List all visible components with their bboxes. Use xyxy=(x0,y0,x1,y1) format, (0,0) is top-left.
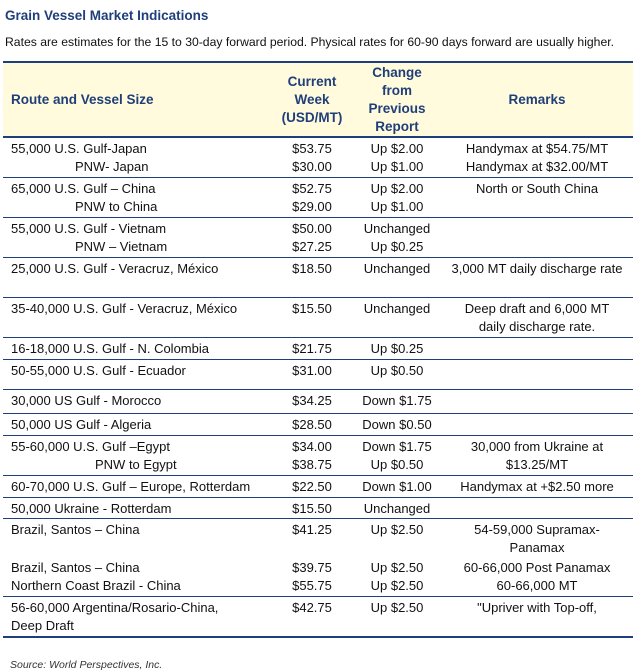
route-cell xyxy=(3,177,271,217)
route-label: Brazil, Santos – China xyxy=(11,521,140,537)
remark-text: 60-66,000 Post Panamax xyxy=(463,559,611,575)
table-row xyxy=(3,497,633,518)
route-label: PNW to China xyxy=(75,198,158,214)
change-value: Unchanged xyxy=(363,500,431,516)
table-row xyxy=(3,413,633,435)
page-title: Grain Vessel Market Indications xyxy=(5,8,209,23)
current-rate-cell xyxy=(271,389,353,413)
rate-value: $28.50 xyxy=(292,416,332,432)
table-row xyxy=(3,557,633,597)
table-row xyxy=(3,297,633,337)
route-label: PNW- Japan xyxy=(75,159,149,174)
change-value: Down $1.00 xyxy=(362,478,432,494)
change-value: Up $0.50 xyxy=(370,456,424,472)
route-label: Northern Coast Brazil - China xyxy=(11,577,181,593)
change-cell xyxy=(353,297,441,337)
route-label: 55,000 U.S. Gulf-Japan xyxy=(11,141,147,156)
route-cell xyxy=(3,337,271,359)
route-label: 50,000 Ukraine - Rotterdam xyxy=(11,500,172,516)
table-row xyxy=(3,137,633,177)
current-rate-cell xyxy=(271,557,353,597)
change-value: Down $1.75 xyxy=(362,438,432,454)
change-value: Up $2.00 xyxy=(370,180,424,196)
remarks-cell xyxy=(441,297,633,337)
change-value: Unchanged xyxy=(363,260,431,276)
change-value: Up $1.00 xyxy=(370,159,424,174)
remarks-cell xyxy=(441,217,633,257)
remarks-cell xyxy=(441,435,633,475)
remarks-cell xyxy=(441,177,633,217)
route-label: 50,000 US Gulf - Algeria xyxy=(11,416,152,432)
remark-text: 60-66,000 MT xyxy=(496,577,578,593)
current-rate-cell xyxy=(271,497,353,518)
route-cell xyxy=(3,557,271,597)
route-label: 30,000 US Gulf - Morocco xyxy=(11,392,162,408)
rate-value: $42.75 xyxy=(292,600,332,615)
remark-text: 30,000 from Ukraine at xyxy=(470,438,604,454)
change-cell xyxy=(353,257,441,297)
rate-value: $53.75 xyxy=(292,141,332,156)
remark-text: 3,000 MT daily discharge rate xyxy=(451,260,623,276)
current-rate-cell xyxy=(271,137,353,177)
change-cell xyxy=(353,475,441,497)
remark-text: Panamax xyxy=(509,539,565,555)
remarks-cell xyxy=(441,389,633,413)
current-rate-cell xyxy=(271,475,353,497)
change-value: Down $0.50 xyxy=(362,416,432,432)
route-cell xyxy=(3,257,271,297)
change-cell xyxy=(353,389,441,413)
remark-text: Handymax at $32.00/MT xyxy=(465,159,609,174)
rate-value: $15.50 xyxy=(292,300,332,316)
remark-text: $13.25/MT xyxy=(505,456,569,472)
remarks-cell xyxy=(441,337,633,359)
route-label: 55-60,000 U.S. Gulf –Egypt xyxy=(11,438,170,454)
header-change: Change from Previous Report xyxy=(353,62,441,137)
table-row xyxy=(3,389,633,413)
current-rate-cell xyxy=(271,359,353,389)
change-value: Up $2.50 xyxy=(370,577,424,593)
header-remarks: Remarks xyxy=(441,62,633,137)
rate-value: $18.50 xyxy=(292,260,332,276)
change-cell xyxy=(353,177,441,217)
change-cell xyxy=(353,137,441,177)
header-current: Current Week (USD/MT) xyxy=(271,62,353,137)
table-row xyxy=(3,177,633,217)
change-cell xyxy=(353,518,441,557)
change-value: Up $2.50 xyxy=(370,600,424,615)
rate-value: $34.25 xyxy=(292,392,332,408)
remark-text: daily discharge rate. xyxy=(478,318,596,334)
remark-text: North or South China xyxy=(475,180,599,196)
route-label: 60-70,000 U.S. Gulf – Europe, Rotterdam xyxy=(11,478,251,494)
change-cell xyxy=(353,557,441,597)
current-rate-cell xyxy=(271,518,353,557)
remarks-cell xyxy=(441,475,633,497)
table-row xyxy=(3,435,633,475)
current-rate-cell xyxy=(271,177,353,217)
current-rate-cell xyxy=(271,413,353,435)
route-label: 35-40,000 U.S. Gulf - Veracruz, México xyxy=(11,300,238,316)
current-rate-cell xyxy=(271,435,353,475)
remarks-cell xyxy=(441,518,633,557)
rate-value: $27.25 xyxy=(292,238,332,254)
current-rate-cell xyxy=(271,337,353,359)
rate-value: $30.00 xyxy=(292,159,332,174)
remark-text: Handymax at $54.75/MT xyxy=(465,141,609,156)
remarks-cell xyxy=(441,257,633,297)
rate-value: $50.00 xyxy=(292,220,332,236)
route-cell xyxy=(3,435,271,475)
rate-value: $55.75 xyxy=(292,577,332,593)
change-cell xyxy=(353,337,441,359)
table-row xyxy=(3,217,633,257)
rate-value: $31.00 xyxy=(292,362,332,378)
route-label: Deep Draft xyxy=(11,618,74,633)
remarks-cell xyxy=(441,359,633,389)
remark-text: Handymax at +$2.50 more xyxy=(460,478,614,494)
change-value: Down $1.75 xyxy=(362,392,432,408)
current-rate-cell xyxy=(271,297,353,337)
remarks-cell xyxy=(441,557,633,597)
rate-value: $39.75 xyxy=(292,559,332,575)
route-label: Brazil, Santos – China xyxy=(11,559,140,575)
route-cell xyxy=(3,297,271,337)
current-rate-cell xyxy=(271,257,353,297)
rate-value: $38.75 xyxy=(292,456,332,472)
route-label: 55,000 U.S. Gulf - Vietnam xyxy=(11,220,167,236)
table-row xyxy=(3,597,633,637)
rate-value: $52.75 xyxy=(292,180,332,196)
remark-text: 54-59,000 Supramax- xyxy=(474,521,600,537)
remark-text: Deep draft and 6,000 MT xyxy=(464,300,610,316)
table-header-row xyxy=(3,62,633,137)
remarks-cell xyxy=(441,597,633,637)
rates-table-wrapper xyxy=(3,61,633,638)
route-cell xyxy=(3,217,271,257)
change-cell xyxy=(353,497,441,518)
remark-text: "Upriver with Top-off, xyxy=(477,600,597,615)
rate-value: $29.00 xyxy=(292,198,332,214)
change-value: Up $2.50 xyxy=(370,559,424,575)
change-value: Up $2.50 xyxy=(370,521,424,537)
remarks-cell xyxy=(441,497,633,518)
change-value: Up $2.00 xyxy=(370,141,424,156)
remarks-cell xyxy=(441,137,633,177)
route-label: 56-60,000 Argentina/Rosario-China, xyxy=(11,600,219,615)
change-cell xyxy=(353,597,441,637)
remarks-cell xyxy=(441,413,633,435)
change-value: Up $0.25 xyxy=(370,238,424,254)
route-label: PNW to Egypt xyxy=(95,456,177,472)
route-cell xyxy=(3,475,271,497)
route-label: 16-18,000 U.S. Gulf - N. Colombia xyxy=(11,340,209,356)
table-row xyxy=(3,337,633,359)
route-label: 65,000 U.S. Gulf – China xyxy=(11,180,156,196)
route-cell xyxy=(3,389,271,413)
header-route: Route and Vessel Size xyxy=(3,62,271,137)
route-cell xyxy=(3,137,271,177)
rate-value: $22.50 xyxy=(292,478,332,494)
rate-value: $41.25 xyxy=(292,521,332,537)
rates-table xyxy=(3,61,633,638)
change-cell xyxy=(353,435,441,475)
change-value: Unchanged xyxy=(363,220,431,236)
rate-value: $21.75 xyxy=(292,340,332,356)
current-rate-cell xyxy=(271,217,353,257)
change-cell xyxy=(353,359,441,389)
table-row xyxy=(3,257,633,297)
table-body xyxy=(3,137,633,637)
route-label: 25,000 U.S. Gulf - Veracruz, México xyxy=(11,260,219,276)
source-note: Source: World Perspectives, Inc. xyxy=(10,659,163,671)
change-cell xyxy=(353,217,441,257)
route-label: 50-55,000 U.S. Gulf - Ecuador xyxy=(11,362,186,378)
change-value: Up $0.50 xyxy=(370,362,424,378)
route-cell xyxy=(3,359,271,389)
rate-value: $34.00 xyxy=(292,438,332,454)
change-value: Unchanged xyxy=(363,300,431,316)
route-cell xyxy=(3,518,271,557)
table-row xyxy=(3,359,633,389)
route-label: PNW – Vietnam xyxy=(75,238,168,254)
page-subtitle: Rates are estimates for the 15 to 30-day forward period. Physical rates for 60-90 days forward are usually higher. xyxy=(5,35,615,49)
rate-value: $15.50 xyxy=(292,500,332,516)
change-value: Up $0.25 xyxy=(370,340,424,356)
table-row xyxy=(3,518,633,557)
table-row xyxy=(3,475,633,497)
current-rate-cell xyxy=(271,597,353,637)
change-cell xyxy=(353,413,441,435)
route-cell xyxy=(3,413,271,435)
route-cell xyxy=(3,597,271,637)
change-value: Up $1.00 xyxy=(370,198,424,214)
route-cell xyxy=(3,497,271,518)
